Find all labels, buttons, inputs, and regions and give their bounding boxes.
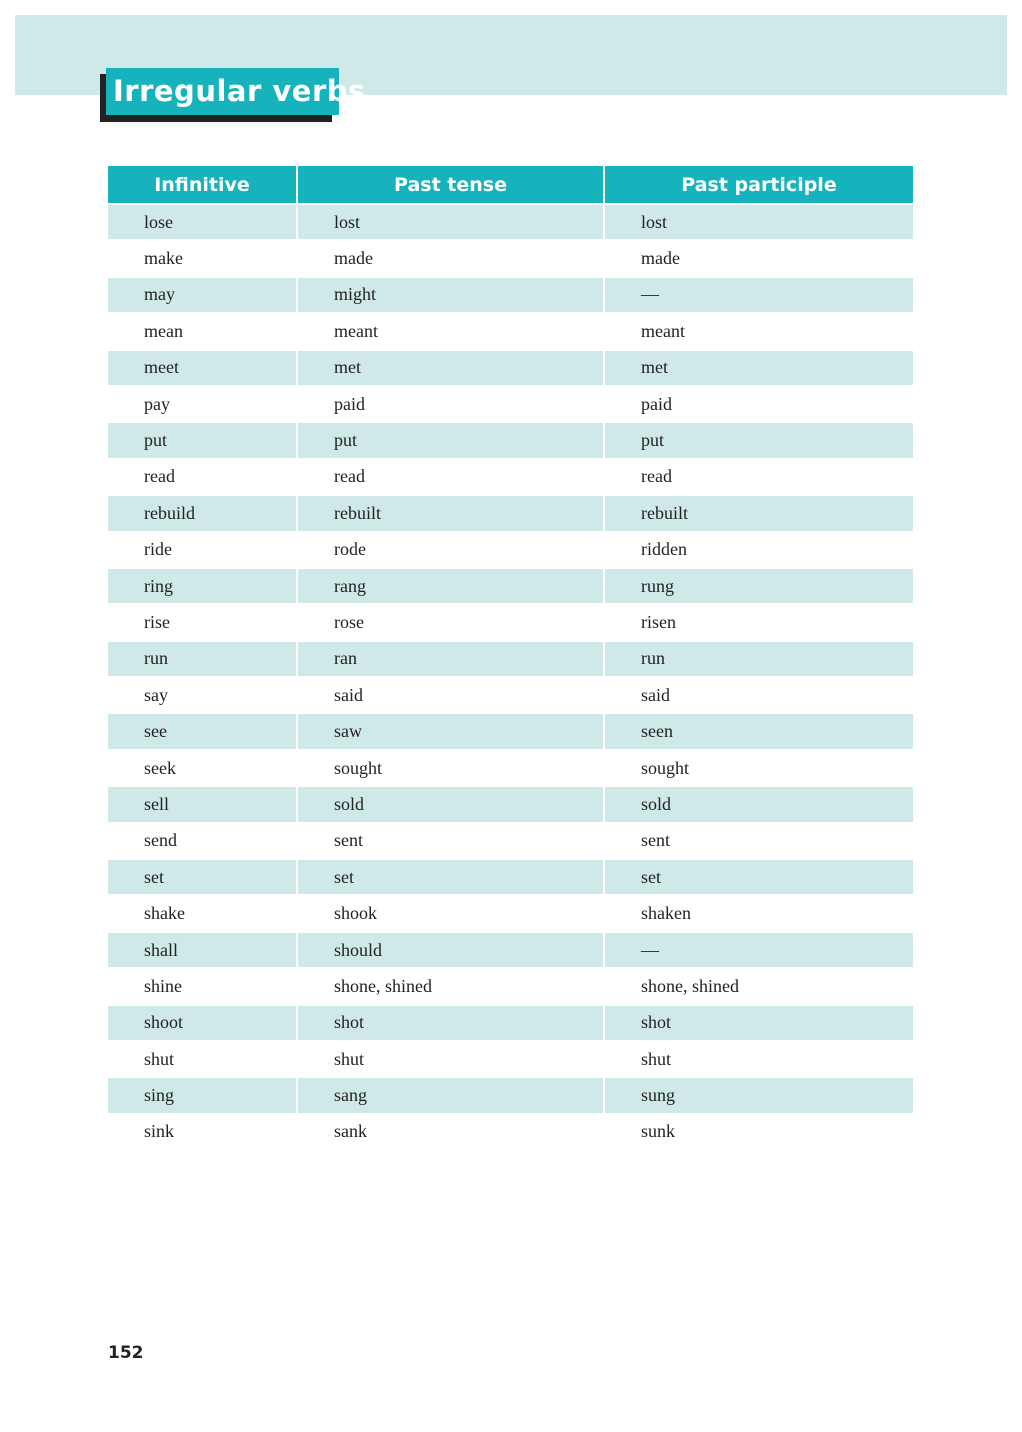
table-row bbox=[108, 496, 913, 532]
cell-past-participle: sung bbox=[605, 1078, 913, 1114]
cell-past-tense: rose bbox=[298, 605, 605, 641]
cell-infinitive: rebuild bbox=[108, 496, 298, 532]
cell-past-participle: — bbox=[605, 933, 913, 969]
table-row bbox=[108, 569, 913, 605]
cell-past-tense: shook bbox=[298, 896, 605, 932]
cell-past-tense: set bbox=[298, 860, 605, 896]
table-row bbox=[108, 751, 913, 787]
cell-infinitive: pay bbox=[108, 387, 298, 423]
cell-past-participle: shot bbox=[605, 1006, 913, 1042]
table-row bbox=[108, 387, 913, 423]
table-header-row bbox=[108, 166, 913, 205]
cell-infinitive: seek bbox=[108, 751, 298, 787]
cell-infinitive: sink bbox=[108, 1115, 298, 1151]
cell-infinitive: may bbox=[108, 278, 298, 314]
page-number: 152 bbox=[108, 1343, 144, 1363]
cell-past-participle: sent bbox=[605, 824, 913, 860]
cell-infinitive: shake bbox=[108, 896, 298, 932]
table-row bbox=[108, 860, 913, 896]
cell-infinitive: set bbox=[108, 860, 298, 896]
cell-infinitive: meet bbox=[108, 351, 298, 387]
cell-past-participle: lost bbox=[605, 205, 913, 241]
cell-past-tense: shot bbox=[298, 1006, 605, 1042]
cell-past-tense: rang bbox=[298, 569, 605, 605]
cell-past-participle: sunk bbox=[605, 1115, 913, 1151]
cell-past-tense: rebuilt bbox=[298, 496, 605, 532]
cell-infinitive: make bbox=[108, 241, 298, 277]
cell-past-tense: sought bbox=[298, 751, 605, 787]
cell-past-participle: seen bbox=[605, 714, 913, 750]
cell-past-tense: read bbox=[298, 460, 605, 496]
table-row bbox=[108, 1006, 913, 1042]
cell-infinitive: put bbox=[108, 423, 298, 459]
cell-past-tense: meant bbox=[298, 314, 605, 350]
cell-infinitive: shall bbox=[108, 933, 298, 969]
cell-past-participle: sold bbox=[605, 787, 913, 823]
cell-past-tense: said bbox=[298, 678, 605, 714]
cell-past-participle: ridden bbox=[605, 533, 913, 569]
cell-infinitive: sing bbox=[108, 1078, 298, 1114]
cell-past-tense: ran bbox=[298, 642, 605, 678]
table-row bbox=[108, 205, 913, 241]
table-row bbox=[108, 278, 913, 314]
cell-infinitive: shine bbox=[108, 969, 298, 1005]
table-row bbox=[108, 605, 913, 641]
cell-infinitive: shoot bbox=[108, 1006, 298, 1042]
cell-past-tense: sent bbox=[298, 824, 605, 860]
cell-past-tense: lost bbox=[298, 205, 605, 241]
table-row bbox=[108, 423, 913, 459]
cell-past-participle: sought bbox=[605, 751, 913, 787]
table-row bbox=[108, 533, 913, 569]
cell-past-tense: met bbox=[298, 351, 605, 387]
cell-infinitive: run bbox=[108, 642, 298, 678]
cell-infinitive: send bbox=[108, 824, 298, 860]
cell-infinitive: sell bbox=[108, 787, 298, 823]
cell-past-participle: shaken bbox=[605, 896, 913, 932]
cell-past-tense: sold bbox=[298, 787, 605, 823]
table-row bbox=[108, 314, 913, 350]
cell-infinitive: say bbox=[108, 678, 298, 714]
cell-infinitive: rise bbox=[108, 605, 298, 641]
cell-past-tense: paid bbox=[298, 387, 605, 423]
cell-past-participle: meant bbox=[605, 314, 913, 350]
cell-past-participle: set bbox=[605, 860, 913, 896]
table-row bbox=[108, 460, 913, 496]
cell-infinitive: ride bbox=[108, 533, 298, 569]
header-past-participle: Past participle bbox=[605, 166, 913, 205]
cell-past-tense: sang bbox=[298, 1078, 605, 1114]
table-row bbox=[108, 969, 913, 1005]
cell-past-participle: shone, shined bbox=[605, 969, 913, 1005]
cell-past-participle: put bbox=[605, 423, 913, 459]
cell-past-tense: might bbox=[298, 278, 605, 314]
cell-past-participle: risen bbox=[605, 605, 913, 641]
header-infinitive: Infinitive bbox=[108, 166, 298, 205]
cell-past-participle: run bbox=[605, 642, 913, 678]
cell-past-tense: shut bbox=[298, 1042, 605, 1078]
table-row bbox=[108, 714, 913, 750]
table-row bbox=[108, 241, 913, 277]
cell-past-participle: — bbox=[605, 278, 913, 314]
table-row bbox=[108, 1042, 913, 1078]
cell-past-participle: rung bbox=[605, 569, 913, 605]
cell-past-participle: met bbox=[605, 351, 913, 387]
cell-past-participle: made bbox=[605, 241, 913, 277]
cell-infinitive: read bbox=[108, 460, 298, 496]
cell-infinitive: shut bbox=[108, 1042, 298, 1078]
table-row bbox=[108, 933, 913, 969]
cell-past-tense: made bbox=[298, 241, 605, 277]
cell-infinitive: lose bbox=[108, 205, 298, 241]
table-row bbox=[108, 1078, 913, 1114]
irregular-verbs-table bbox=[108, 166, 913, 1151]
cell-past-tense: should bbox=[298, 933, 605, 969]
table-row bbox=[108, 642, 913, 678]
cell-past-tense: saw bbox=[298, 714, 605, 750]
cell-past-participle: shut bbox=[605, 1042, 913, 1078]
cell-past-participle: rebuilt bbox=[605, 496, 913, 532]
cell-past-tense: rode bbox=[298, 533, 605, 569]
table-row bbox=[108, 787, 913, 823]
cell-past-tense: put bbox=[298, 423, 605, 459]
table-row bbox=[108, 1115, 913, 1151]
table-row bbox=[108, 678, 913, 714]
cell-infinitive: mean bbox=[108, 314, 298, 350]
page-title: Irregular verbs bbox=[106, 68, 339, 115]
header-past-tense: Past tense bbox=[298, 166, 605, 205]
table-row bbox=[108, 896, 913, 932]
cell-past-participle: read bbox=[605, 460, 913, 496]
cell-past-tense: shone, shined bbox=[298, 969, 605, 1005]
cell-past-tense: sank bbox=[298, 1115, 605, 1151]
table-body bbox=[108, 205, 913, 1151]
cell-infinitive: see bbox=[108, 714, 298, 750]
cell-past-participle: said bbox=[605, 678, 913, 714]
cell-past-participle: paid bbox=[605, 387, 913, 423]
cell-infinitive: ring bbox=[108, 569, 298, 605]
table-row bbox=[108, 824, 913, 860]
table-row bbox=[108, 351, 913, 387]
